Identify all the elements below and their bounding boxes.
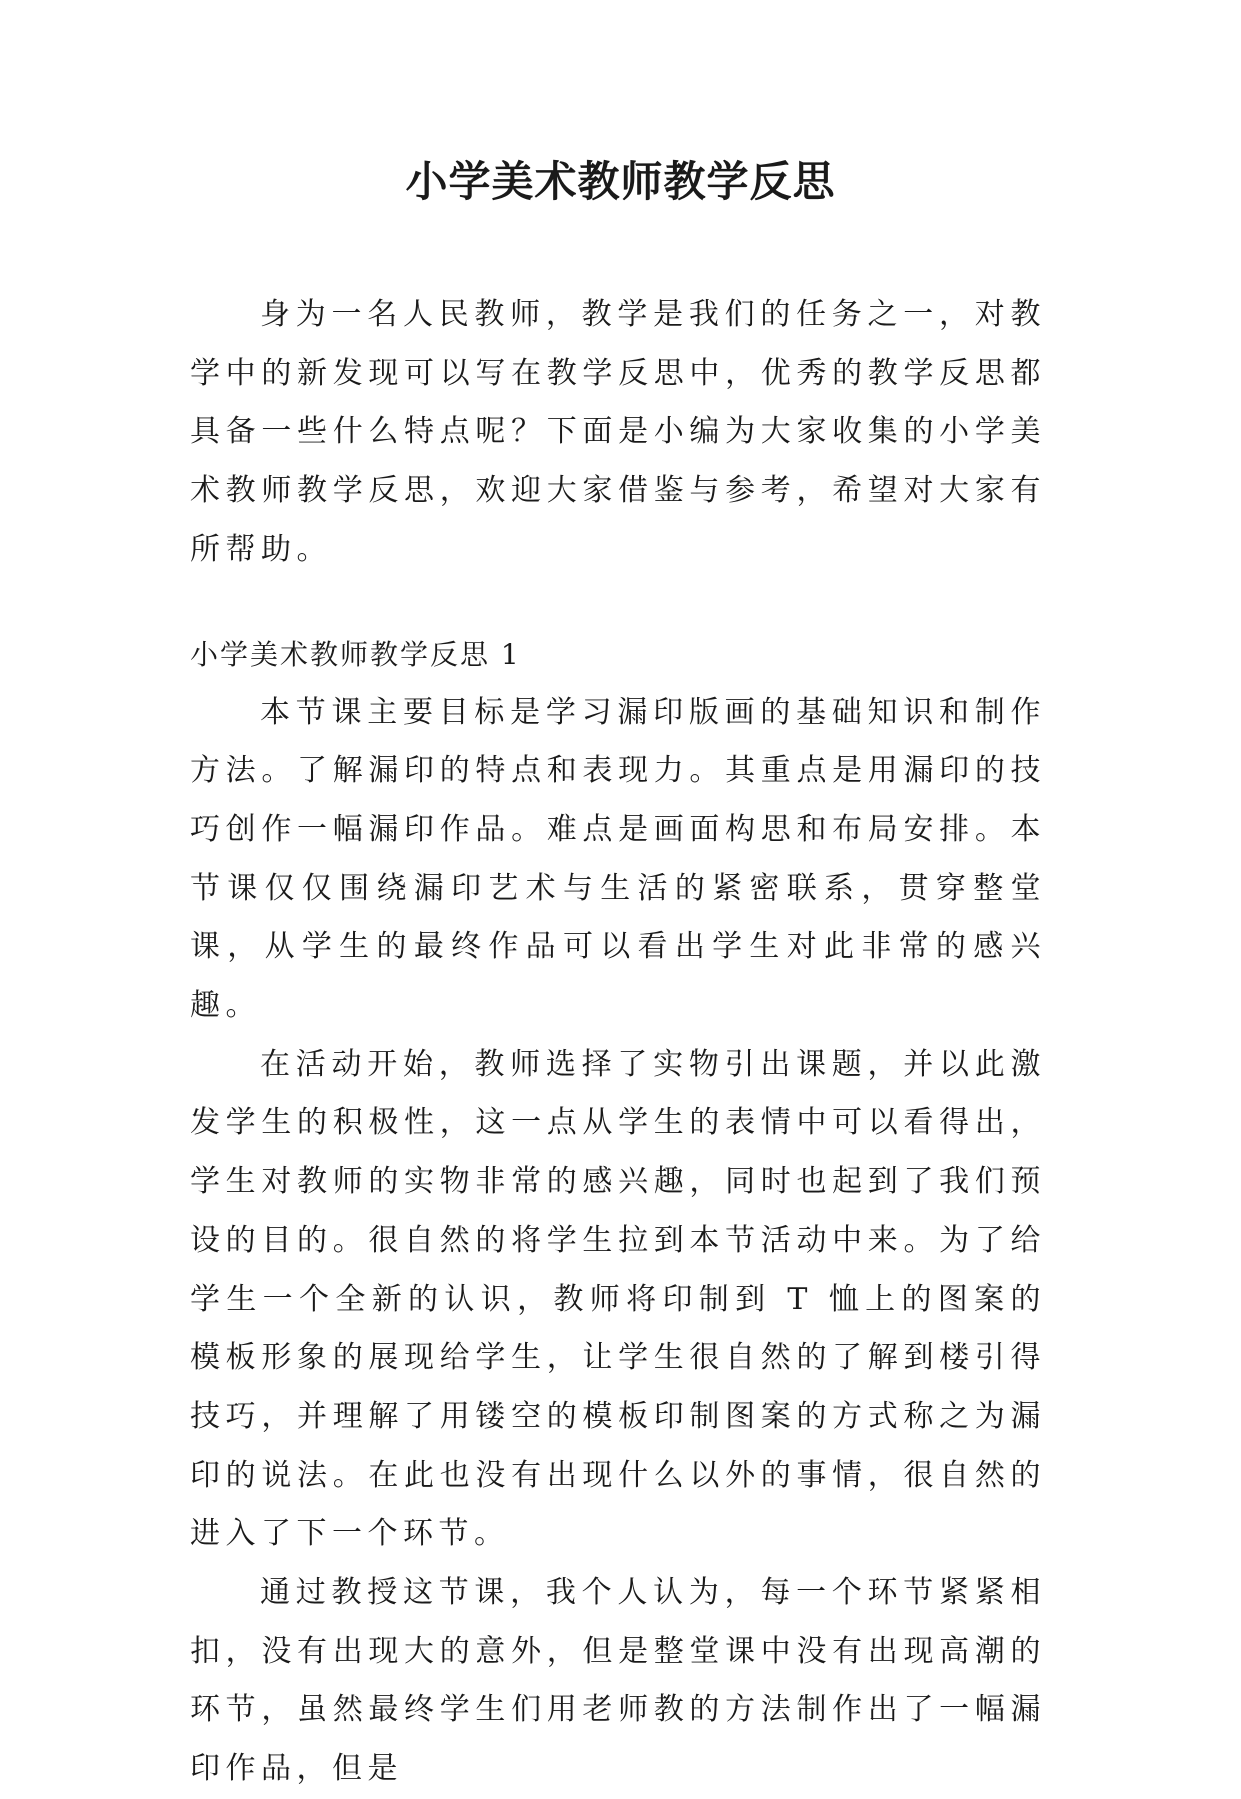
- body-paragraph-2: 在活动开始，教师选择了实物引出课题，并以此激发学生的积极性，这一点从学生的表情中可以看得出，学生对教师的实物非常的感兴趣，同时也起到了我们预设的目的。很自然的将学生拉到本节活动中来。为了给学生一个全新的认识，教师将印制到 T 恤上的图案的模板形象的展现给学生，让学生很自然的了解到楼引得技巧，并理解了用镂空的模板印制图案的方式称之为漏印的说法。在此也没有出现什么以外的事情，很自然的进入了下一个环节。: [190, 1046, 1046, 1552]
- section-spacer: [190, 580, 1046, 626]
- document-body: [190, 286, 1046, 1799]
- document-title: 小学美术教师教学反思: [405, 157, 836, 206]
- body-paragraph-3: 通过教授这节课，我个人认为，每一个环节紧紧相扣，没有出现大的意外，但是整堂课中没有出现高潮的环节，虽然最终学生们用老师教的方法制作出了一幅漏印作品，但是: [190, 1575, 1046, 1787]
- section-heading: 小学美术教师教学反思 1: [190, 637, 521, 671]
- intro-paragraph: 身为一名人民教师，教学是我们的任务之一，对教学中的新发现可以写在教学反思中，优秀的教学反思都具备一些什么特点呢？下面是小编为大家收集的小学美术教师教学反思，欢迎大家借鉴与参考，希望对大家有所帮助。: [190, 297, 1046, 567]
- body-paragraph-1: 本节课主要目标是学习漏印版画的基础知识和制作方法。了解漏印的特点和表现力。其重点是用漏印的技巧创作一幅漏印作品。难点是画面构思和布局安排。本节课仅仅围绕漏印艺术与生活的紧密联系，贯穿整堂课，从学生的最终作品可以看出学生对此非常的感兴趣。: [190, 694, 1046, 1024]
